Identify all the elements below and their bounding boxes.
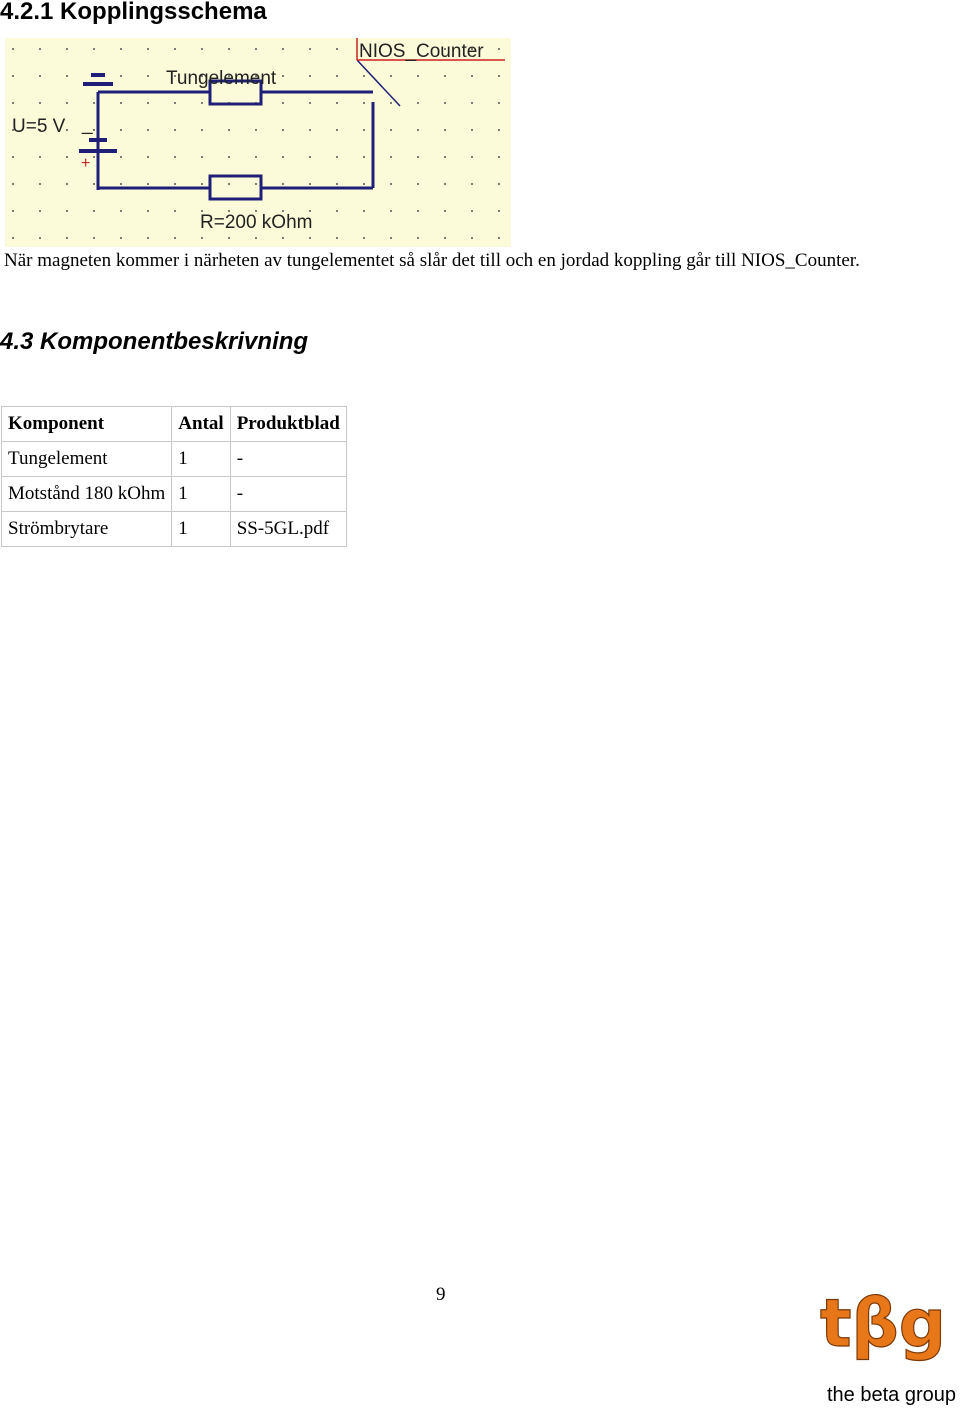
cell-komponent: Motstånd 180 kOhm [2, 477, 172, 512]
voltage-label: U=5 V [12, 116, 66, 137]
resistor-label: R=200 kOhm [200, 212, 313, 233]
cell-antal: 1 [172, 512, 230, 547]
header-antal: Antal [172, 407, 230, 442]
table-row [2, 512, 347, 547]
schema-description: När magneten kommer i närheten av tungelementet så slår det till och en jordad koppling går till NIOS_Counter. [4, 250, 860, 271]
cell-produktblad: SS-5GL.pdf [230, 512, 346, 547]
circuit-schematic [5, 38, 511, 247]
cell-komponent: Strömbrytare [2, 512, 172, 547]
cell-antal: 1 [172, 477, 230, 512]
cell-komponent: Tungelement [2, 442, 172, 477]
company-tagline: the beta group [827, 1384, 956, 1406]
output-label: NIOS_Counter [359, 41, 484, 62]
table-header-row [2, 407, 347, 442]
cell-produktblad: - [230, 442, 346, 477]
cell-antal: 1 [172, 442, 230, 477]
header-produktblad: Produktblad [230, 407, 346, 442]
table-row [2, 442, 347, 477]
minus-sign: _ [82, 114, 93, 135]
plus-sign: + [81, 155, 91, 172]
logo-text: tβg [820, 1285, 947, 1362]
cell-produktblad: - [230, 477, 346, 512]
table-row [2, 477, 347, 512]
component-table [1, 406, 347, 547]
section-heading-components: 4.3 Komponentbeskrivning [0, 328, 309, 355]
page-number: 9 [436, 1284, 446, 1305]
header-komponent: Komponent [2, 407, 172, 442]
section-heading-schema: 4.2.1 Kopplingsschema [0, 0, 267, 25]
beta-group-logo [818, 1284, 948, 1374]
reed-label: Tungelement [166, 68, 277, 89]
